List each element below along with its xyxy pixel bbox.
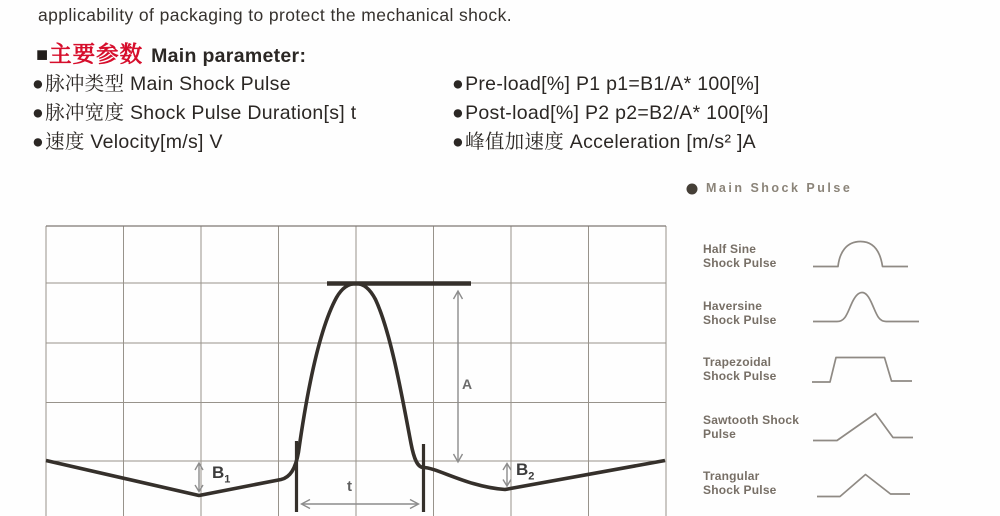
bullet-icon: ●	[452, 131, 465, 153]
triangular-wave	[817, 475, 910, 497]
dimension-arrows	[195, 291, 511, 509]
label-subscript: 1	[224, 473, 231, 486]
preload-label-B1	[212, 463, 230, 485]
parameter-text: Pre-load[%] P1 p1=B1/A* 100[%]	[465, 73, 760, 95]
legend-item-line2: Pulse	[703, 426, 737, 441]
legend-item-sawtooth	[703, 414, 823, 441]
preload-arrow-B1	[195, 463, 203, 492]
duration-label-t: t	[347, 478, 352, 495]
amplitude-label-A: A	[462, 376, 473, 392]
bullet-icon: ●	[32, 131, 45, 153]
legend-item-half-sine	[703, 243, 823, 270]
legend-title: Main Shock Pulse	[706, 181, 853, 195]
diagram-grid	[46, 226, 666, 516]
duration-arrow-t	[302, 500, 419, 509]
legend-item-line1: Trangular	[703, 469, 760, 483]
sawtooth-wave	[813, 414, 913, 441]
legend-item-haversine	[703, 300, 823, 327]
postload-label-B2	[516, 460, 534, 482]
bullet-icon: ●	[452, 73, 465, 95]
bullet-icon: ●	[452, 102, 465, 124]
legend-item-line1: Trapezoidal	[703, 355, 772, 369]
legend-item-line1: Sawtooth Shock	[703, 413, 800, 427]
bullet-icon: ●	[32, 73, 45, 95]
label-letter: B	[516, 460, 529, 479]
legend-item-line2: Shock Pulse	[703, 255, 777, 270]
parameter-text: Post-load[%] P2 p2=B2/A* 100[%]	[465, 102, 769, 124]
parameter-text: 速度 Velocity[m/s] V	[45, 131, 223, 153]
parameter-text: 脉冲类型 Main Shock Pulse	[45, 73, 291, 95]
haversine-wave	[813, 293, 919, 322]
heading-chinese-title: 主要参数	[49, 42, 144, 67]
heading-english-title: Main parameter:	[151, 45, 307, 67]
parameter-text: 峰值加速度 Acceleration [m/s² ]A	[465, 131, 756, 153]
legend-item-trapezoidal	[703, 356, 823, 383]
bullet-icon: ●	[32, 102, 45, 124]
intro-text: applicability of packaging to protect the mechanical shock.	[38, 5, 512, 25]
label-letter: B	[212, 463, 225, 482]
legend-waveforms	[812, 242, 919, 497]
legend-title-bullet-icon	[687, 184, 698, 195]
legend-item-line1: Half Sine	[703, 242, 757, 256]
trapezoidal-wave	[812, 358, 912, 383]
legend-item-line2: Shock Pulse	[703, 482, 777, 497]
legend-item-line2: Shock Pulse	[703, 312, 777, 327]
legend-item-line1: Haversine	[703, 299, 763, 313]
legend-item-line2: Shock Pulse	[703, 368, 777, 383]
parameter-text: 脉冲宽度 Shock Pulse Duration[s] t	[45, 102, 357, 124]
postload-arrow-B2	[503, 464, 511, 487]
half-sine-wave	[813, 242, 908, 267]
label-subscript: 2	[528, 470, 535, 483]
heading-square-marker: ■	[36, 44, 49, 66]
legend-item-triangular	[703, 470, 823, 497]
